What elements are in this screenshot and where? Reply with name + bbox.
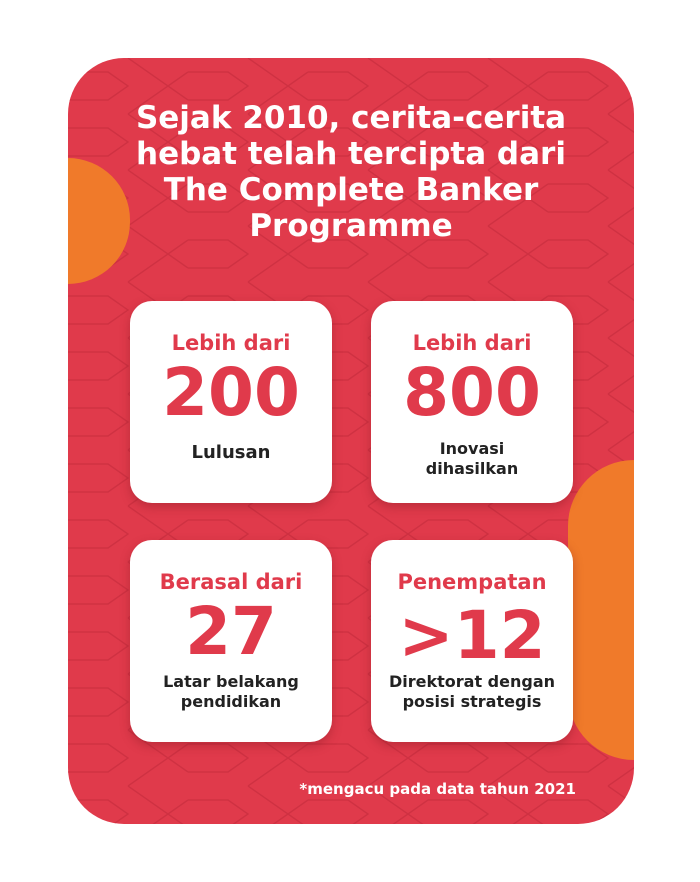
stat-description-line: Latar belakang	[163, 672, 299, 691]
stat-lead: Lebih dari	[412, 331, 532, 355]
stat-card-graduates	[130, 301, 332, 503]
headline-line: Sejak 2010, cerita-cerita	[135, 100, 567, 136]
orange-accent-right	[568, 460, 634, 760]
stat-card-innovations	[371, 301, 573, 503]
stat-description-line: dihasilkan	[425, 459, 519, 478]
headline	[68, 100, 634, 244]
stat-description	[140, 672, 322, 712]
stat-value: >12	[398, 597, 546, 674]
stat-value: 27	[185, 593, 277, 670]
stat-description-line: Lulusan	[191, 442, 271, 463]
stat-value: 800	[403, 354, 541, 431]
stat-description	[381, 672, 563, 712]
stat-lead: Penempatan	[397, 570, 547, 594]
stat-description-line: Inovasi	[439, 439, 505, 458]
infographic-card	[68, 58, 634, 824]
headline-line: The Complete Banker	[163, 172, 539, 208]
stat-description-line: pendidikan	[180, 692, 282, 711]
stat-description	[381, 439, 563, 479]
stat-card-placements	[371, 540, 573, 742]
stat-lead: Lebih dari	[171, 331, 291, 355]
stat-lead: Berasal dari	[159, 570, 303, 594]
stat-value: 200	[162, 354, 300, 431]
stat-description	[140, 443, 322, 463]
stat-description-line: Direktorat dengan	[388, 672, 556, 691]
headline-line: hebat telah tercipta dari	[136, 136, 566, 172]
footnote: *mengacu pada data tahun 2021	[299, 780, 576, 798]
stat-card-backgrounds	[130, 540, 332, 742]
stat-description-line: posisi strategis	[402, 692, 542, 711]
headline-line: Programme	[249, 208, 453, 244]
